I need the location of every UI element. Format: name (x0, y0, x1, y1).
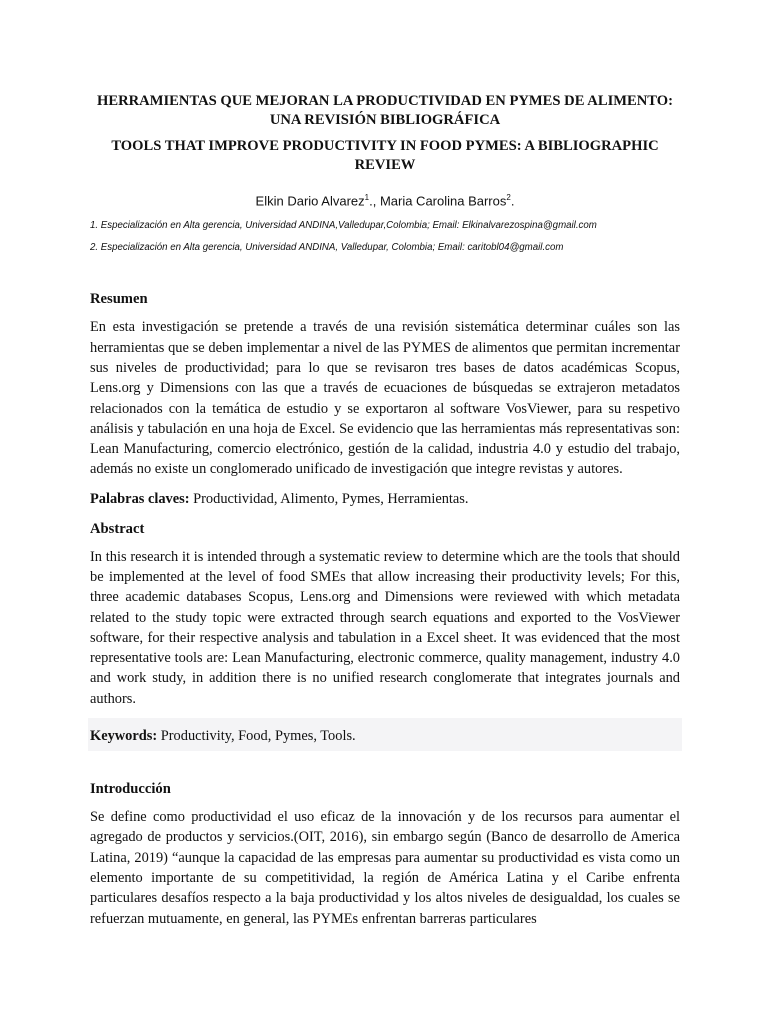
abstract-text: In this research it is intended through a systematic review to determine which are the tools that should be implemented at the level of food SMEs that allow increasing their productivity levels; For this, three academic databases Scopus, Lens.org and Dimensions were reviewed with which metadata related to the study topic were extracted through search equations and exported to the VosViewer software, for their respective analysis and tabulation in a Excel sheet. It was evidenced that the most representative tools are: Lean Manufacturing, electronic commerce, quality management, industry 4.0 and work study, in addition there is no unified research conglomerate that integrates journals and authors. (90, 548, 680, 707)
affiliation-2: 2. Especialización en Alta gerencia, Universidad ANDINA, Valledupar, Colombia; Email: caritobl04@gmail.com (90, 242, 564, 254)
palabras-claves (90, 489, 680, 509)
palabras-claves-text: Productividad, Alimento, Pymes, Herramientas. (189, 490, 469, 507)
author-2: Maria Carolina Barros (379, 193, 507, 209)
affiliation-1: 1. Especialización en Alta gerencia, Universidad ANDINA,Valledupar,Colombia; Email: Elkinalvarezospina@gmail.com (90, 220, 597, 232)
title-english: TOOLS THAT IMPROVE PRODUCTIVITY IN FOOD PYMES: A BIBLIOGRAPHIC REVIEW (111, 138, 659, 173)
author-1-affil-mark: 1 (364, 193, 370, 202)
title-spanish: HERRAMIENTAS QUE MEJORAN LA PRODUCTIVIDAD EN PYMES DE ALIMENTO: UNA REVISIÓN BIBLIOGRÁFICA (97, 93, 673, 128)
keywords-label: Keywords: (90, 728, 158, 745)
keywords-text: Productivity, Food, Pymes, Tools. (157, 728, 356, 745)
introduccion-text: Se define como productividad el uso eficaz de la innovación y de los recursos para aumentar el agregado de productos y servicios.(OIT, 2016), sin embargo según (Banco de desarrollo de America Latina, 2019) “aunque la capacidad de las empresas para aumentar su productividad es vista como un elemento importante de su competitividad, la región de América Latina y el Caribe enfrenta particulares desafíos respecto a la baja productividad y los altos niveles de desigualdad, los cuales se refuerzan mutuamente, en general, las PYMEs enfrentan barreras particulares (90, 809, 680, 927)
resumen-text: En esta investigación se pretende a través de una revisión sistemática determinar cuáles son las herramientas que se deben implementar a nivel de las PYMES de alimentos que permitan incrementar sus niveles de productividad; para lo que se revisaron tres bases de datos académicas Scopus, Lens.org y Dimensions con las que a través de ecuaciones de búsquedas se extrajeron metadatos relacionados con la temática de estudio y se exportaron al software VosViewer, para su respetivo análisis y tabulación en una hoja de Excel. Se evidencio que las herramientas más representativas son: Lean Manufacturing, comercio electrónico, gestión de la calidad, industria 4.0 y estudio del trabajo, además no existe un conglomerado unificado de investigación que integre revistas y autores. (90, 319, 680, 478)
resumen-heading: Resumen (90, 291, 148, 308)
abstract-heading: Abstract (90, 520, 145, 537)
author-2-affil-mark: 2 (506, 193, 511, 202)
author-separator: ., (369, 193, 380, 209)
authors-end: . (510, 193, 515, 209)
authors-line (90, 189, 680, 210)
palabras-claves-label: Palabras claves: (90, 490, 190, 507)
keywords-box (88, 718, 682, 751)
author-1: Elkin Dario Alvarez (255, 193, 365, 209)
introduccion-heading: Introducción (90, 781, 171, 798)
